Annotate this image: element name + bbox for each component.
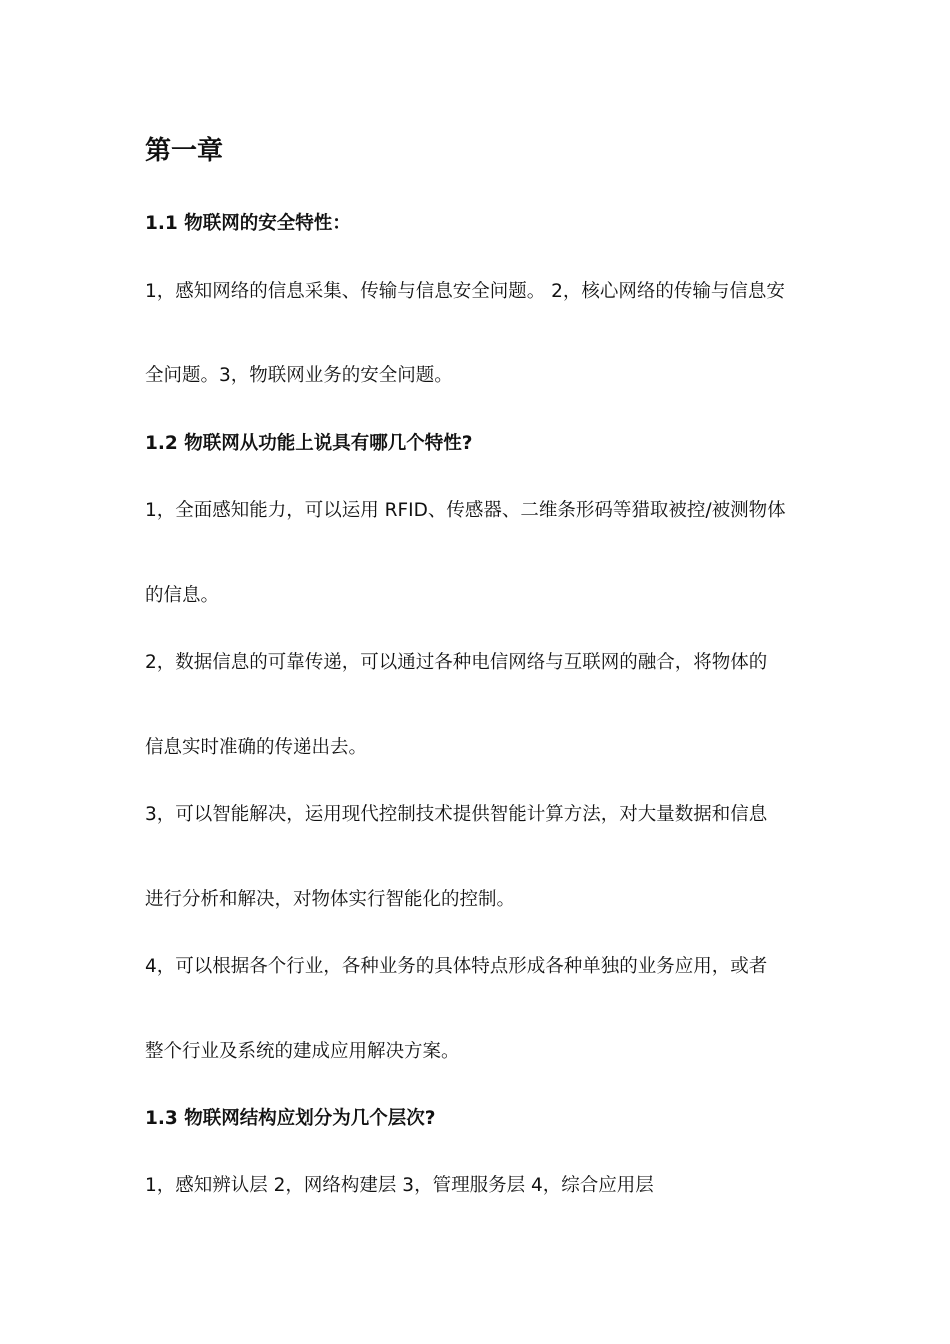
paragraph-line: 4，可以根据各个行业，各种业务的具体特点形成各种单独的业务应用，或者	[145, 956, 768, 977]
paragraph-line: 信息实时准确的传递出去。	[145, 737, 368, 758]
section-heading-1-3: 1.3 物联网结构应划分为几个层次?	[145, 1108, 436, 1129]
paragraph-line: 全问题。3，物联网业务的安全问题。	[145, 365, 453, 386]
paragraph-line: 3，可以智能解决，运用现代控制技术提供智能计算方法，对大量数据和信息	[145, 804, 768, 825]
paragraph-line: 1，感知辨认层 2，网络构建层 3，管理服务层 4，综合应用层	[145, 1175, 654, 1196]
paragraph-line: 1，全面感知能力，可以运用 RFID、传感器、二维条形码等猎取被控/被测物体	[145, 500, 786, 521]
paragraph-line: 进行分析和解决，对物体实行智能化的控制。	[145, 889, 516, 910]
paragraph-line: 整个行业及系统的建成应用解决方案。	[145, 1041, 460, 1062]
section-heading-1-1: 1.1 物联网的安全特性：	[145, 213, 351, 234]
section-heading-1-2: 1.2 物联网从功能上说具有哪几个特性?	[145, 433, 473, 454]
paragraph-line: 1，感知网络的信息采集、传输与信息安全问题。 2，核心网络的传输与信息安	[145, 281, 785, 302]
paragraph-line: 的信息。	[145, 585, 220, 606]
chapter-title: 第一章	[145, 136, 224, 166]
paragraph-line: 2，数据信息的可靠传递，可以通过各种电信网络与互联网的融合，将物体的	[145, 652, 768, 673]
